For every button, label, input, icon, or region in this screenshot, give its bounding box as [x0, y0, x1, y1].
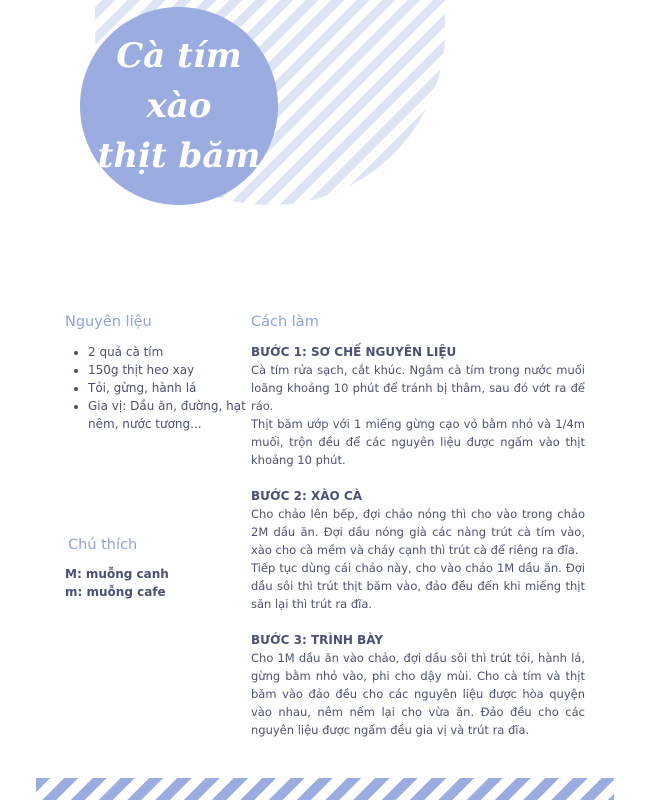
step-title: BƯỚC 3: TRÌNH BÀY: [251, 633, 384, 647]
step-paragraph: Tiếp tục dùng cái chảo này, cho vào chảo 1M dầu ăn. Đợi dầu sôi thì trút thịt băm vào, đảo đều đến khi miếng thịt săn lại thì trút ra đĩa.: [251, 561, 585, 611]
ingredient-item: • Tỏi, gừng, hành lá: [88, 379, 253, 397]
title-circle: [80, 7, 278, 205]
recipe-title-line-3: thịt băm: [97, 136, 261, 176]
ingredients-heading: Nguyên liệu: [65, 314, 152, 330]
footer-stripe-band: [36, 778, 614, 800]
notes-heading: Chú thích: [68, 537, 138, 553]
step-title: BƯỚC 1: SƠ CHẾ NGUYÊN LIỆU: [251, 345, 457, 359]
step-title: BƯỚC 2: XÀO CÀ: [251, 489, 362, 503]
ingredient-item: • 2 quả cà tím: [88, 343, 253, 361]
notes-list: [65, 565, 169, 601]
ingredient-item: • Gia vị: Dầu ăn, đường, hạt nêm, nước tương...: [88, 397, 253, 433]
note-item: m: muỗng cafe: [65, 585, 166, 599]
step-2: [251, 487, 585, 613]
method-steps: [251, 343, 585, 757]
step-3: [251, 631, 585, 739]
method-heading: Cách làm: [251, 314, 319, 330]
ingredients-list: [65, 343, 253, 433]
step-paragraph: Cà tím rửa sạch, cắt khúc. Ngâm cà tím trong nước muối loãng khoảng 10 phút để tránh bị thâm, sau đó vớt ra để ráo.: [251, 363, 585, 413]
step-paragraph: Thịt băm ướp với 1 miếng gừng cạo vỏ bằm nhỏ và 1/4m muối, trộn đều để các nguyên liệu được ngấm vào thịt khoảng 10 phút.: [251, 417, 585, 467]
note-item: M: muỗng canh: [65, 567, 169, 581]
recipe-title-line-1: Cà tím: [116, 36, 242, 76]
ingredient-item: • 150g thịt heo xay: [88, 361, 253, 379]
recipe-title-line-2: xào: [146, 86, 212, 126]
step-1: [251, 343, 585, 469]
step-paragraph: Cho chảo lên bếp, đợi chảo nóng thì cho vào trong chảo 2M dầu ăn. Đợi dầu nóng già các nàng trút cà tím vào, xào cho cà mềm và cháy cạnh thì trút cà để riêng ra đĩa.: [251, 507, 585, 557]
step-paragraph: Cho 1M dầu ăn vào chảo, đợi dầu sôi thì trút tỏi, hành lá, gừng bằm nhỏ vào, phi cho dậy mùi. Cho cà tím và thịt băm vào đảo đều cho các nguyên liệu được hòa quyện vào nhau, nêm nếm lại cho vừa ăn. Đảo đều cho các nguyên liệu được ngấm đều gia vị và trút ra đĩa.: [251, 651, 585, 737]
